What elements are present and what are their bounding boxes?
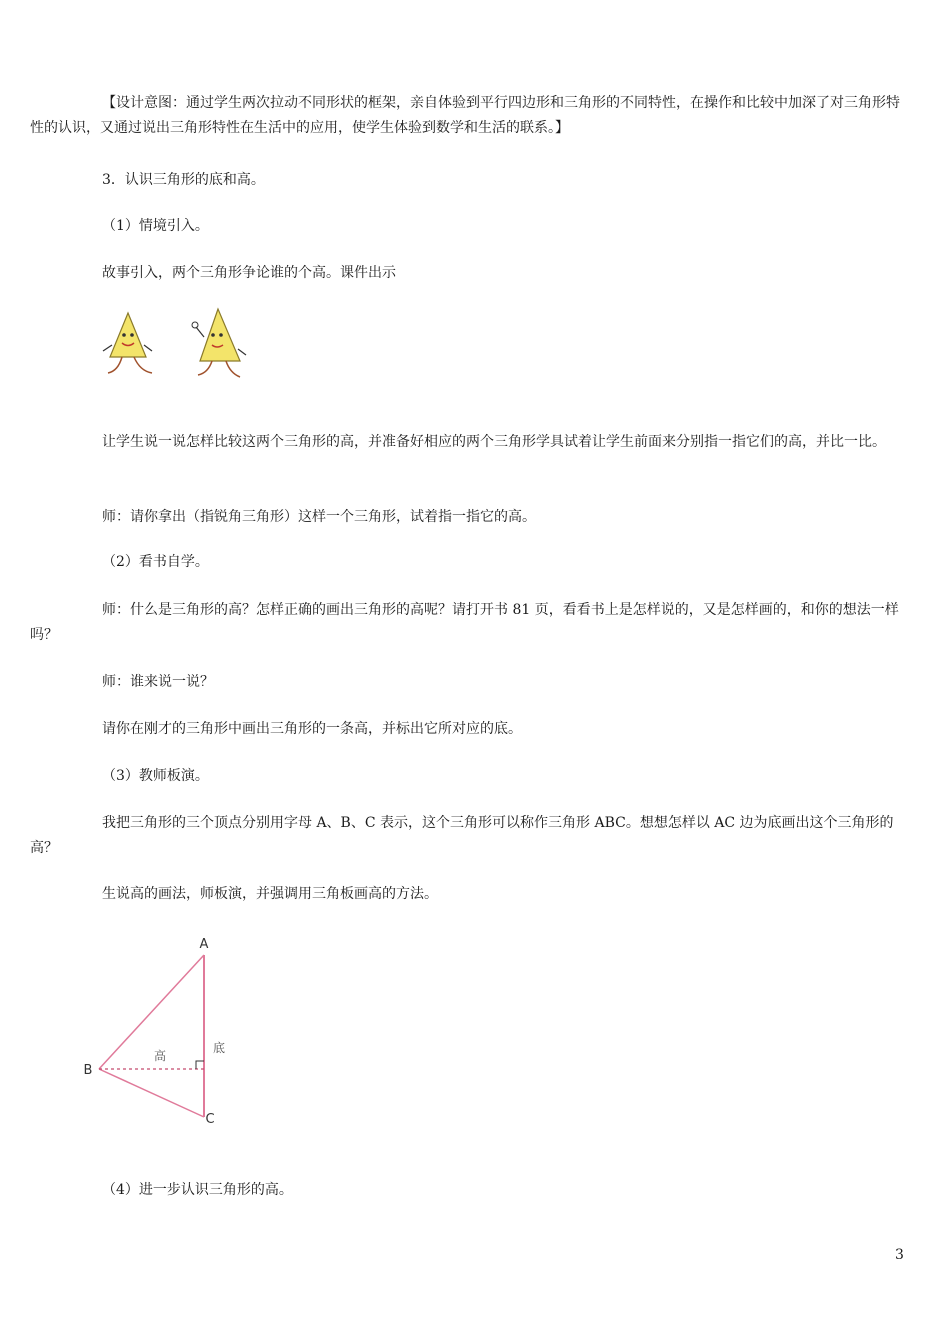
teacher-take-out-paragraph: 师：请你拿出（指锐角三角形）这样一个三角形，试着指一指它的高。 bbox=[102, 509, 536, 525]
step-2-heading: （2）看书自学。 bbox=[102, 554, 209, 570]
right-angle-marker bbox=[196, 1061, 204, 1069]
right-triangle-character bbox=[192, 309, 246, 377]
edge-ab bbox=[99, 955, 204, 1069]
story-paragraph: 故事引入，两个三角形争论谁的个高。课件出示 bbox=[102, 265, 396, 281]
step-3-heading: （3）教师板演。 bbox=[102, 768, 209, 784]
edge-bc bbox=[99, 1069, 204, 1117]
base-label: 底 bbox=[212, 1041, 226, 1055]
vertex-c-label: C bbox=[205, 1112, 215, 1127]
students-compare-paragraph: 让学生说一说怎样比较这两个三角形的高，并准备好相应的两个三角形学具试着让学生前面来分别指一指它们的高，并比一比。 bbox=[102, 434, 886, 450]
step-1-heading: （1）情境引入。 bbox=[102, 218, 209, 234]
vertex-a-label: A bbox=[199, 937, 209, 952]
left-triangle-character bbox=[103, 313, 152, 373]
vertices-paragraph: 我把三角形的三个顶点分别用字母 A、B、C 表示，这个三角形可以称作三角形 ABC。想想怎样以 AC 边为底画出这个三角形的高？ bbox=[30, 815, 894, 856]
step-4-heading: （4）进一步认识三角形的高。 bbox=[102, 1182, 293, 1198]
vertex-b-label: B bbox=[83, 1063, 93, 1078]
section-3-heading: 3．认识三角形的底和高。 bbox=[102, 172, 265, 188]
teacher-question-paragraph: 师：什么是三角形的高？怎样正确的画出三角形的高呢？请打开书 81 页，看看书上是怎样说的，又是怎样画的，和你的想法一样吗？ bbox=[30, 602, 899, 643]
triangle-abc-figure bbox=[75, 932, 255, 1132]
draw-height-paragraph: 请你在刚才的三角形中画出三角形的一条高，并标出它所对应的底。 bbox=[102, 721, 522, 737]
design-intent-paragraph: 【设计意图：通过学生两次拉动不同形状的框架，亲自体验到平行四边形和三角形的不同特性，在操作和比较中加深了对三角形特性的认识，又通过说出三角形特性在生活中的应用，使学生体验到数学和生活的联系。】 bbox=[30, 95, 900, 136]
students-describe-paragraph: 生说高的画法，师板演，并强调用三角板画高的方法。 bbox=[102, 886, 438, 902]
page-number: 3 bbox=[895, 1247, 904, 1263]
height-label: 高 bbox=[153, 1049, 167, 1063]
two-triangles-cartoon bbox=[100, 305, 250, 385]
teacher-who-paragraph: 师：谁来说一说？ bbox=[102, 674, 214, 690]
